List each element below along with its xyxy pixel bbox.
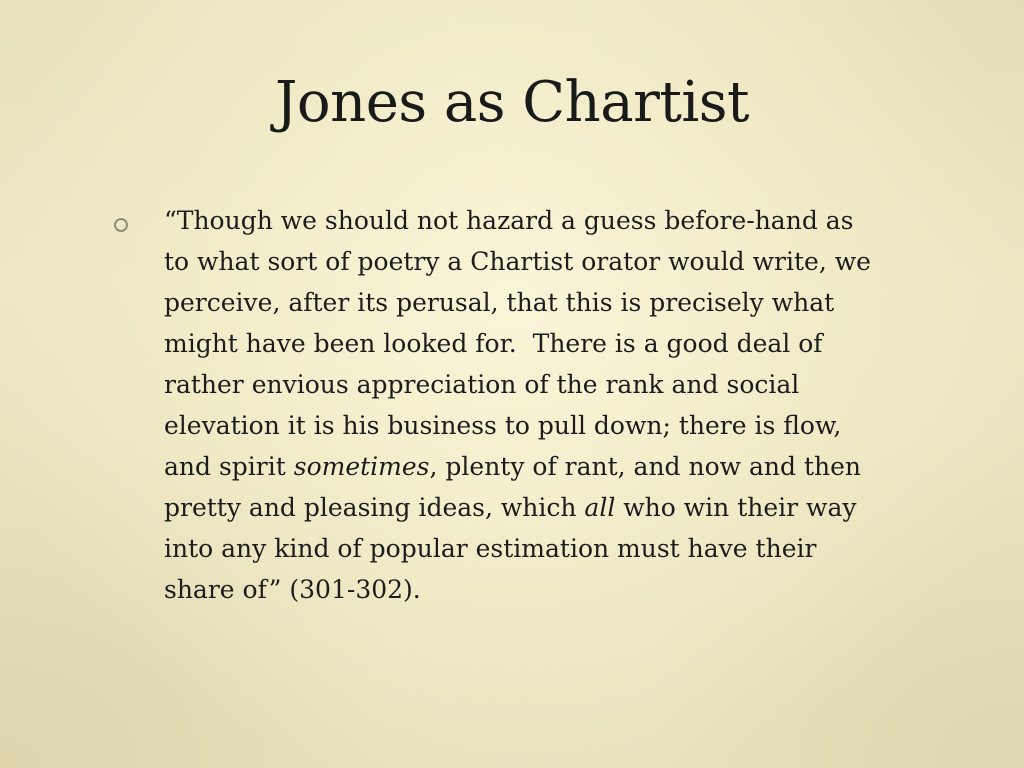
- emphasis-sometimes: sometimes: [293, 452, 430, 481]
- quote-line-2: to what sort of poetry a Chartist orator would write, we: [164, 247, 871, 276]
- quote-line-7-start: and spirit: [164, 452, 294, 481]
- hollow-circle-bullet-icon: [114, 218, 128, 232]
- quote-line-7-end: , plenty of rant, and now and then: [429, 452, 862, 481]
- quote-line-10: share of” (301-302).: [164, 575, 421, 604]
- quote-line-3: perceive, after its perusal, that this is precisely what: [164, 288, 835, 317]
- quote-line-5: rather envious appreciation of the rank and social: [164, 370, 800, 399]
- quote-line-4-text: might have been looked for. There is a good deal of: [164, 329, 823, 358]
- emphasis-all: all: [584, 493, 616, 522]
- quote-line-9: into any kind of popular estimation must have their: [164, 534, 817, 563]
- quote-line-8: [164, 487, 902, 528]
- quote-line-1: “Though we should not hazard a guess before-hand as: [164, 206, 854, 235]
- quote-line-8-end: who win their way: [615, 493, 857, 522]
- quote-line-8-start: pretty and pleasing ideas, which: [164, 493, 585, 522]
- quote-line-4: [164, 323, 902, 364]
- bullet-quote-text: [164, 200, 902, 610]
- quote-line-7: [164, 446, 902, 487]
- quote-line-6: elevation it is his business to pull down; there is flow,: [164, 411, 842, 440]
- slide-title: Jones as Chartist: [274, 70, 750, 135]
